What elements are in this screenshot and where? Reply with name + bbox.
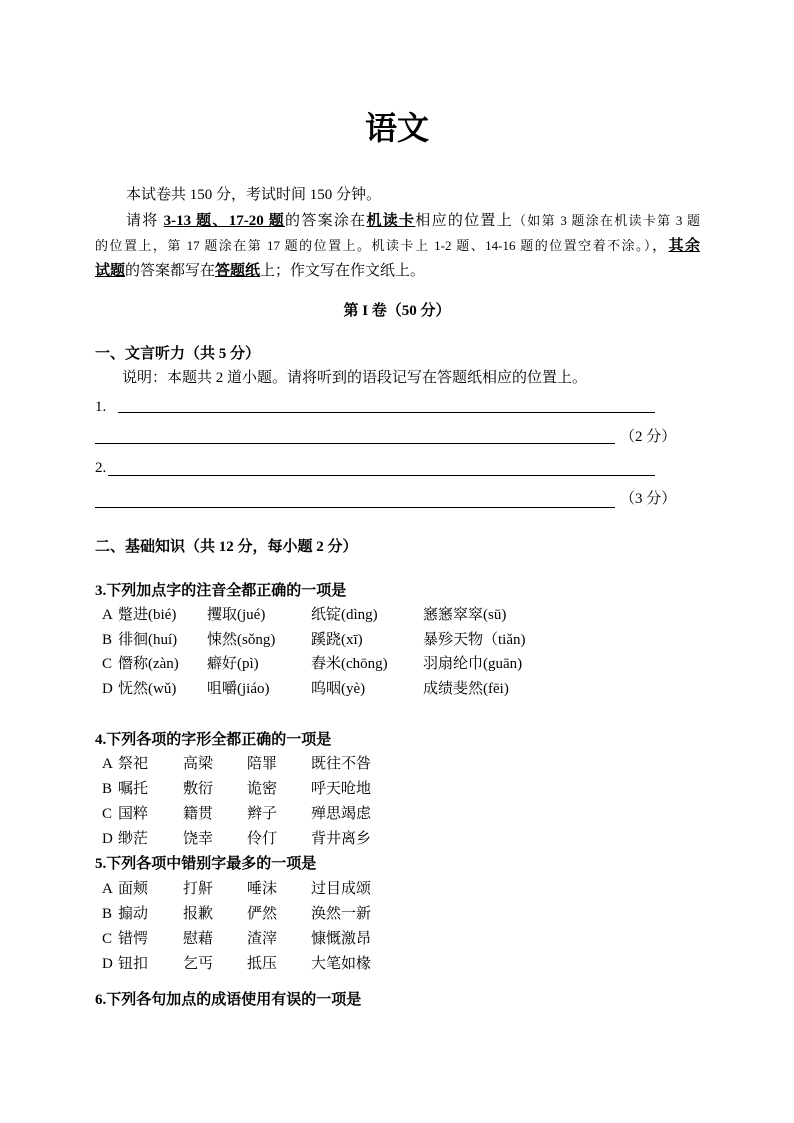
section-heading-listening: 一、文言听力（共 5 分） <box>95 346 261 362</box>
instruction-line-2 <box>95 236 700 256</box>
option-item: 诡密 <box>247 781 278 797</box>
option-letter: B <box>102 906 113 922</box>
option-item: 羽扇纶巾(guān) <box>423 656 523 672</box>
instruction-key-answer-sheet: 答题纸 <box>215 263 261 279</box>
instruction-text: ， <box>652 238 669 254</box>
option-letter: A <box>102 607 113 623</box>
option-item: 国粹 <box>118 806 149 822</box>
option-item: 渣滓 <box>247 931 278 947</box>
option-letter: D <box>102 831 113 847</box>
option-row-c <box>0 654 794 674</box>
answer-blank-line <box>95 443 615 444</box>
answer-blank-line <box>95 507 615 508</box>
instruction-key-remaining: 试题 <box>95 263 126 279</box>
option-item: 背井离乡 <box>311 831 372 847</box>
option-item: 僭称(zàn) <box>118 656 179 672</box>
option-letter: A <box>102 756 113 772</box>
option-item: 咀嚼(jiáo) <box>207 681 270 697</box>
option-letter: D <box>102 956 113 972</box>
instruction-note: （如第 3 题涂在机读卡第 3 题 <box>513 213 700 228</box>
option-row-c <box>0 804 794 824</box>
part-1-header: 第 I 卷（50 分） <box>343 303 451 319</box>
option-item: 抵压 <box>247 956 278 972</box>
option-row-b <box>0 630 794 650</box>
option-row-d <box>0 954 794 974</box>
option-item: 蹊跷(xī) <box>311 632 363 648</box>
option-item: 悚然(sǒng) <box>207 632 276 648</box>
question-stem: 6.下列各句加点的成语使用有误的一项是 <box>95 992 362 1008</box>
option-item: 大笔如椽 <box>311 956 372 972</box>
instruction-text: 上；作文写在作文纸上。 <box>260 263 426 279</box>
option-item: 攫取(jué) <box>207 607 266 623</box>
option-item: 嘱托 <box>118 781 149 797</box>
option-item: 徘徊(huí) <box>118 632 178 648</box>
option-item: 辫子 <box>247 806 278 822</box>
option-letter: B <box>102 632 113 648</box>
option-item: 饶幸 <box>183 831 214 847</box>
option-item: 慰藉 <box>183 931 214 947</box>
option-item: 涣然一新 <box>311 906 372 922</box>
option-item: 唾沫 <box>247 881 278 897</box>
question-stem: 5.下列各项中错别字最多的一项是 <box>95 856 317 872</box>
question-number: 2. <box>95 460 107 476</box>
option-item: 殚思竭虑 <box>311 806 372 822</box>
option-row-a <box>0 605 794 625</box>
instruction-text: 的答案涂在 <box>285 213 367 229</box>
option-item: 舂米(chōng) <box>311 656 388 672</box>
option-item: 错愕 <box>118 931 149 947</box>
option-item: 癖好(pì) <box>207 656 259 672</box>
option-item: 面颊 <box>118 881 149 897</box>
option-item: 钮扣 <box>118 956 149 972</box>
option-row-a <box>0 754 794 774</box>
option-letter: C <box>102 931 113 947</box>
question-score: （2 分） <box>620 429 677 445</box>
option-item: 呜咽(yè) <box>311 681 366 697</box>
option-item: 成绩斐然(fēi) <box>423 681 509 697</box>
instruction-note: 的位置上，第 17 题涂在第 17 题的位置上。机读卡上 1-2 题、14-16 题的位置空着不涂。） <box>95 238 653 253</box>
instruction-key-question-range: 3-13 题、17-20 题 <box>163 213 286 229</box>
option-item: 暴殄天物（tiǎn) <box>423 632 526 648</box>
option-item: 报歉 <box>183 906 214 922</box>
question-number: 1. <box>95 399 107 415</box>
option-row-a <box>0 879 794 899</box>
option-item: 俨然 <box>247 906 278 922</box>
option-item: 陪罪 <box>247 756 278 772</box>
instruction-key-remaining: 其余 <box>668 238 700 254</box>
score-time-line: 本试卷共 150 分，考试时间 150 分钟。 <box>126 187 382 203</box>
option-item: 窸窸窣窣(sū) <box>423 607 507 623</box>
option-item: 纸锭(dìng) <box>311 607 378 623</box>
option-letter: A <box>102 881 113 897</box>
instruction-text: 请将 <box>126 213 164 229</box>
section-heading-basics: 二、基础知识（共 12 分，每小题 2 分） <box>95 539 358 555</box>
instruction-text: 相应的位置上 <box>415 213 513 229</box>
page-title: 语文 <box>364 110 429 146</box>
question-score: （3 分） <box>620 491 677 507</box>
option-item: 祭祀 <box>118 756 149 772</box>
option-item: 搧动 <box>118 906 149 922</box>
option-item: 怃然(wǔ) <box>118 681 177 697</box>
option-row-c <box>0 929 794 949</box>
answer-blank-line <box>108 475 655 476</box>
question-stem: 3.下列加点字的注音全都正确的一项是 <box>95 583 347 599</box>
option-row-b <box>0 779 794 799</box>
option-item: 乞丐 <box>183 956 214 972</box>
option-item: 呼天呛地 <box>311 781 372 797</box>
option-item: 慷慨激昂 <box>311 931 372 947</box>
answer-blank-line <box>118 412 655 413</box>
option-item: 伶仃 <box>247 831 278 847</box>
option-item: 缈茫 <box>118 831 149 847</box>
option-row-d <box>0 829 794 849</box>
option-letter: C <box>102 656 113 672</box>
option-item: 蹩进(bié) <box>118 607 177 623</box>
instruction-line-1 <box>126 211 700 231</box>
option-letter: C <box>102 806 113 822</box>
option-letter: D <box>102 681 113 697</box>
option-item: 籍贯 <box>183 806 214 822</box>
instruction-text: 的答案都写在 <box>125 263 216 279</box>
option-row-d <box>0 679 794 699</box>
option-item: 过目成颂 <box>311 881 372 897</box>
listening-note: 说明：本题共 2 道小题。请将听到的语段记写在答题纸相应的位置上。 <box>122 370 588 386</box>
option-item: 打鼾 <box>183 881 214 897</box>
question-stem: 4.下列各项的字形全都正确的一项是 <box>95 732 332 748</box>
option-item: 高梁 <box>183 756 214 772</box>
instruction-line-3 <box>95 261 425 281</box>
option-letter: B <box>102 781 113 797</box>
instruction-key-answer-card: 机读卡 <box>366 213 416 229</box>
option-item: 既往不咎 <box>311 756 372 772</box>
option-item: 敷衍 <box>183 781 214 797</box>
option-row-b <box>0 904 794 924</box>
